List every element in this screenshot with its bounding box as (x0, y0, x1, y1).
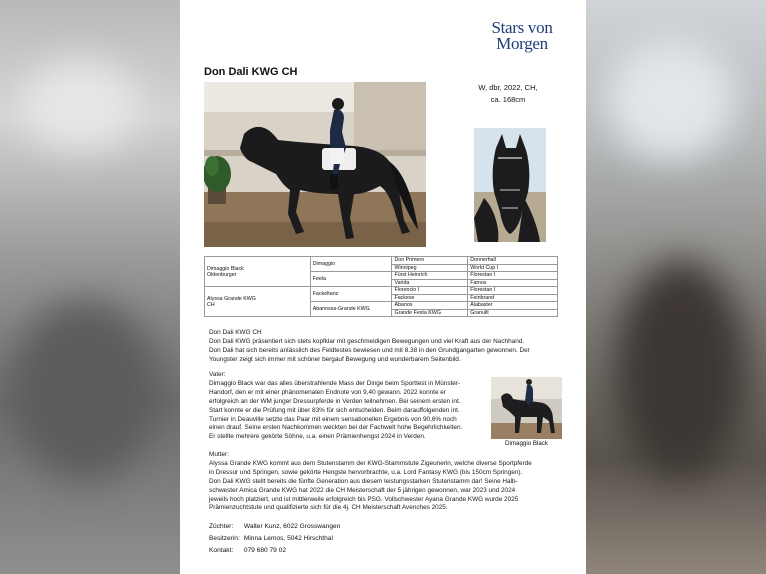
pedigree-dam: Alyssa Grande KWG (207, 295, 256, 302)
contact-row (209, 545, 340, 557)
contact-phone[interactable]: 079 680 79 02 (243, 547, 287, 554)
pedigree-ggparent: Varida (392, 279, 468, 287)
background-blur-right (586, 0, 766, 574)
breeder-label: Züchter: (209, 523, 234, 530)
pedigree-ggparent: Winnipeg (392, 264, 468, 272)
pedigree-ggparent: Fackese (392, 294, 468, 302)
pedigree-gggparent: World Cup I (468, 264, 558, 272)
sire-photo (491, 377, 562, 439)
breeder-value: Walter Kunz, 6022 Grosswangen (243, 523, 341, 530)
pedigree-ggparent: Florencio I (392, 287, 468, 295)
pedigree-grandparent: Fackeltanz (310, 287, 392, 302)
owner-row (209, 533, 340, 545)
pedigree-sire-studbook: Oldenburger (207, 271, 237, 278)
pedigree-gggparent: Feinbrand (468, 294, 558, 302)
sire-line: einen drauf. Seine ersten Nachkommen weckten bei der Fachwelt hohe Begehrlichkeiten. (209, 424, 463, 432)
contact-block (209, 521, 340, 557)
pedigree-ggparent: Abanos (392, 302, 468, 310)
head-portrait-photo (474, 128, 546, 242)
stars-von-morgen-logo (482, 20, 562, 52)
pedigree-gggparent: Florestan I (468, 287, 558, 295)
sire-line: Er stellte mehrere gekörte Söhne, u.a. einen Prämienhengst 2024 in Verden. (209, 433, 426, 441)
sire-line: Turnier in Deauville setzte das Paar mit einem sensationellen Ergebnis von 90,6% noch (209, 415, 457, 423)
pedigree-table (204, 256, 558, 317)
horse-info (462, 82, 554, 106)
sire-line: erfolgreich an der WM junger Dressurpferde in Verden teilnehmen. Bei seinem ersten int. (209, 397, 461, 405)
owner-label: Besitzerin: (209, 535, 240, 542)
owner-value: Minna Lemos, 5042 Hirschthal (243, 535, 333, 542)
sire-line: Start konnte er die Prüfung mit über 83% für sich entscheiden. Beim darauffolgenden int. (209, 406, 460, 414)
pedigree-ggparent: Grande Festa KWG (392, 309, 468, 317)
contact-label: Kontakt: (209, 547, 234, 554)
dam-line: Alyssa Grande KWG kommt aus dem Stutenstamm der KWG-Stammstute Zigeunerin, welche diverse Sportpferde (209, 459, 532, 467)
sire-line: Dimaggio Black war das alles überstrahlende Mass der Dinge beim Sporttest in Münster- (209, 379, 461, 387)
description-line: Don Dali KWG präsentiert sich stets kopfklar mit geschmeidigen Bewegungen und viel Kraft aus der Nachhand. (209, 337, 525, 345)
pedigree-ggparent: Fürst Heinrich (392, 272, 468, 280)
pedigree-grandparent: Dimaggio (310, 257, 392, 272)
dam-section (209, 451, 532, 513)
dam-line: Don Dali KWG stellt bereits die fünfte Generation aus diesem leistungsstarken Stutenstamm dar! Seine Halb- (209, 477, 518, 485)
dam-line: schwester Amica Grande KWG hat 2022 die CH Meisterschaft der 5 jährigen gewonnen, war 2023 und 2024 (209, 486, 516, 494)
pedigree-gggparent: Granulit (468, 309, 558, 317)
description-block (209, 329, 530, 365)
pedigree-gggparent: Alabaster (468, 302, 558, 310)
dam-line: in Dressur und Springen, sowie gekörte Hengste hervorbrachte, u.a. Lord Fantasy KWG (bis 150cm Springen). (209, 468, 523, 476)
pedigree-grandparent: Feela (310, 272, 392, 287)
sire-section (209, 371, 462, 442)
breeder-row (209, 521, 340, 533)
sire-heading: Vater: (209, 371, 226, 378)
horse-info-line-2: ca. 168cm (490, 95, 526, 104)
dam-line: Prämienzuchtstute und qualifizierte sich für die 4j. CH Meisterschaft Avenches 2025. (209, 504, 448, 512)
logo-line-2: Morgen (496, 34, 548, 53)
pedigree-gggparent: Famos (468, 279, 558, 287)
description-line: Youngster zeigt sich immer mit schöner bergauf Bewegung und wunderbarem Seitenbild. (209, 355, 461, 363)
pedigree-dam-studbook: CH (207, 301, 215, 308)
pedigree-gggparent: Donnerhall (468, 257, 558, 265)
description-heading: Don Dali KWG CH (209, 329, 262, 336)
pedigree-gggparent: Florestan I (468, 272, 558, 280)
document-page (180, 0, 586, 574)
pedigree-dam-cell (205, 287, 311, 317)
pedigree-sire-cell (205, 257, 311, 287)
horse-info-line-1: W, dbr, 2022, CH, (478, 83, 538, 92)
sire-line: Handorf, den er mit einer phänomenalen Endnote von 9,40 gewann. 2022 konnte er (209, 388, 446, 396)
pedigree-grandparent: Abanossa-Grande KWG (310, 302, 392, 317)
logo-line-1: Stars von (491, 18, 553, 37)
description-line: Don Dali hat sich bereits anlässlich des Feldtestes bewiesen und mit 8.38 in den Grundgangarten gewonnen. Der (209, 346, 530, 354)
dam-heading: Mutter: (209, 451, 229, 458)
dam-line: jeweils hoch platziert, und ist mittlerweile erfolgreich bis PSG. Vollschwester Ayana Grande KWG wurde 2025 (209, 495, 519, 503)
sire-photo-caption: Dimaggio Black (505, 440, 548, 447)
pedigree-ggparent: Don Primero (392, 257, 468, 265)
dressage-photo (204, 82, 426, 247)
background-blur-left (0, 0, 180, 574)
pedigree-sire: Dimaggio Black (207, 265, 244, 272)
horse-name-title: Don Dali KWG CH (204, 66, 298, 78)
